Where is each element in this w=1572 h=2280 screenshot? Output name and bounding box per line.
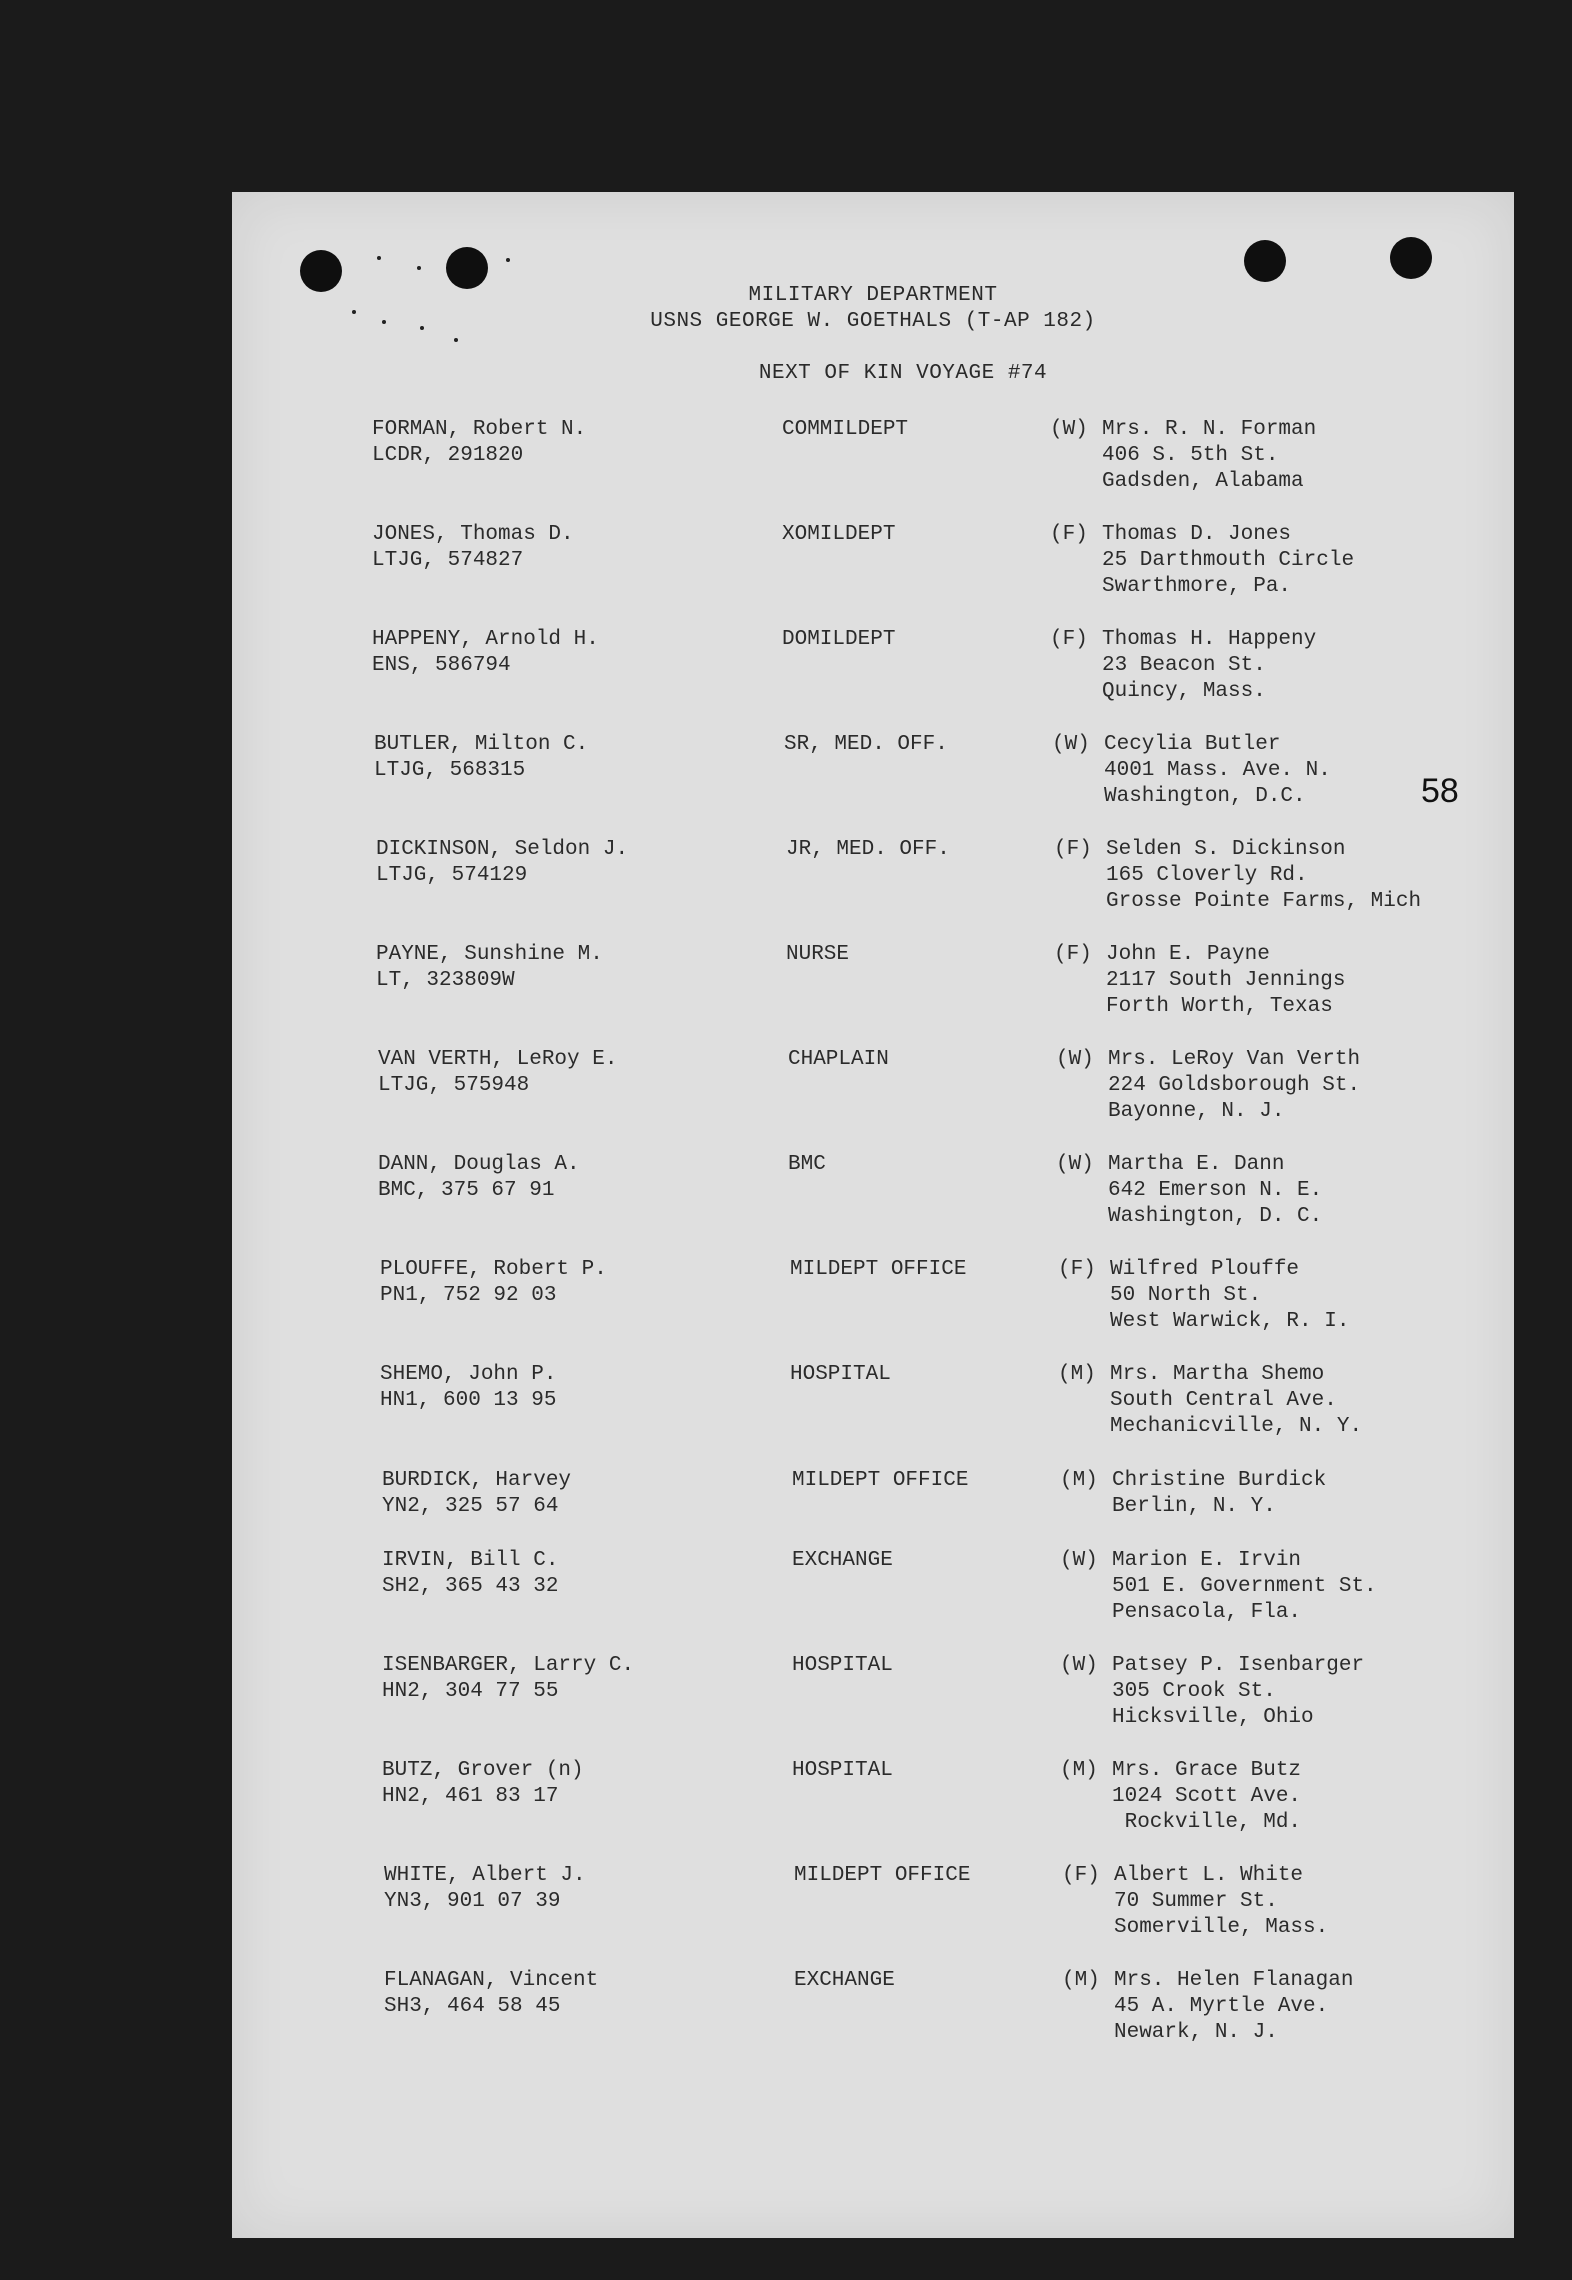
address-line-1: Wilfred Plouffe — [1110, 1258, 1300, 1281]
entry-rank: SH2, 365 43 32 — [382, 1575, 559, 1598]
list-item — [238, 1047, 1520, 1147]
address-line-3: Forth Worth, Texas — [1106, 995, 1333, 1018]
entry-name: DANN, Douglas A. — [378, 1153, 580, 1176]
address-line-2: 50 North St. — [1110, 1284, 1262, 1307]
punch-hole — [446, 247, 488, 289]
entry-relation: (F) — [1050, 523, 1088, 546]
entry-name: SHEMO, John P. — [380, 1363, 557, 1386]
entry-department: MILDEPT OFFICE — [790, 1258, 967, 1281]
entry-relation: (M) — [1060, 1759, 1098, 1782]
address-line-1: Selden S. Dickinson — [1106, 838, 1346, 861]
address-line-2: 4001 Mass. Ave. N. — [1104, 759, 1331, 782]
entry-name: PLOUFFE, Robert P. — [380, 1258, 607, 1281]
entry-rank: LTJG, 568315 — [374, 759, 526, 782]
entry-department: HOSPITAL — [792, 1654, 893, 1677]
address-line-3: Gadsden, Alabama — [1102, 470, 1304, 493]
entry-name: PAYNE, Sunshine M. — [376, 943, 603, 966]
entry-name: IRVIN, Bill C. — [382, 1549, 559, 1572]
address-line-3: Quincy, Mass. — [1102, 680, 1266, 703]
address-line-2: 70 Summer St. — [1114, 1890, 1278, 1913]
address-line-3: Pensacola, Fla. — [1112, 1601, 1302, 1624]
entry-department: MILDEPT OFFICE — [792, 1469, 969, 1492]
entry-relation: (W) — [1052, 733, 1090, 756]
address-line-1: Albert L. White — [1114, 1864, 1304, 1887]
entry-department: MILDEPT OFFICE — [794, 1864, 971, 1887]
entry-relation: (W) — [1060, 1654, 1098, 1677]
address-line-1: John E. Payne — [1106, 943, 1270, 966]
address-line-1: Mrs. Helen Flanagan — [1114, 1969, 1354, 1992]
entry-department: COMMILDEPT — [782, 418, 909, 441]
address-line-2: 25 Darthmouth Circle — [1102, 549, 1355, 572]
entry-department: CHAPLAIN — [788, 1048, 889, 1071]
entry-name: VAN VERTH, LeRoy E. — [378, 1048, 618, 1071]
entry-department: JR, MED. OFF. — [786, 838, 950, 861]
list-item — [238, 1152, 1520, 1252]
header-ship: USNS GEORGE W. GOETHALS (T-AP 182) — [650, 310, 1096, 333]
header-department: MILITARY DEPARTMENT — [748, 284, 998, 307]
entry-rank: PN1, 752 92 03 — [380, 1284, 557, 1307]
punch-hole — [1244, 240, 1286, 282]
list-item — [244, 1863, 1526, 1963]
entry-rank: HN1, 600 13 95 — [380, 1389, 557, 1412]
punch-hole — [1390, 237, 1432, 279]
entry-rank: LTJG, 574129 — [376, 864, 528, 887]
entry-name: JONES, Thomas D. — [372, 523, 574, 546]
entry-relation: (M) — [1062, 1969, 1100, 1992]
entry-name: HAPPENY, Arnold H. — [372, 628, 599, 651]
page-number: 58 — [1421, 772, 1459, 810]
list-item — [242, 1758, 1524, 1858]
entry-relation: (F) — [1054, 943, 1092, 966]
address-line-2: 45 A. Myrtle Ave. — [1114, 1995, 1329, 2018]
entry-name: BUTZ, Grover (n) — [382, 1759, 584, 1782]
entry-name: FLANAGAN, Vincent — [384, 1969, 599, 1992]
address-line-1: Martha E. Dann — [1108, 1153, 1285, 1176]
entry-name: FORMAN, Robert N. — [372, 418, 587, 441]
address-line-2: 23 Beacon St. — [1102, 654, 1266, 677]
entry-rank: ENS, 586794 — [372, 654, 511, 677]
entry-name: WHITE, Albert J. — [384, 1864, 586, 1887]
address-line-1: Thomas D. Jones — [1102, 523, 1292, 546]
entry-department: NURSE — [786, 943, 850, 966]
address-line-2: 501 E. Government St. — [1112, 1575, 1377, 1598]
entry-rank: LCDR, 291820 — [372, 444, 524, 467]
header-title: NEXT OF KIN VOYAGE #74 — [758, 362, 1048, 385]
document-page — [232, 192, 1514, 2238]
address-line-3: Newark, N. J. — [1114, 2021, 1278, 2044]
paper-speck — [377, 256, 381, 260]
list-item — [232, 522, 1514, 622]
paper-speck — [506, 258, 510, 262]
list-item — [240, 1362, 1522, 1462]
address-line-3: West Warwick, R. I. — [1110, 1310, 1350, 1333]
address-line-2: South Central Ave. — [1110, 1389, 1337, 1412]
address-line-1: Marion E. Irvin — [1112, 1549, 1302, 1572]
entry-name: BUTLER, Milton C. — [374, 733, 589, 756]
list-item — [236, 837, 1518, 937]
entry-department: SR, MED. OFF. — [784, 733, 948, 756]
list-item — [236, 942, 1518, 1042]
entry-department: DOMILDEPT — [782, 628, 896, 651]
entry-name: DICKINSON, Seldon J. — [376, 838, 629, 861]
address-line-1: Mrs. LeRoy Van Verth — [1108, 1048, 1361, 1071]
entry-department: EXCHANGE — [792, 1549, 893, 1572]
address-line-3: Washington, D.C. — [1104, 785, 1306, 808]
address-line-3: Rockville, Md. — [1112, 1811, 1302, 1834]
address-line-2: Berlin, N. Y. — [1112, 1495, 1276, 1518]
address-line-2: 2117 South Jennings — [1106, 969, 1346, 992]
list-item — [240, 1257, 1522, 1357]
address-line-2: 305 Crook St. — [1112, 1680, 1276, 1703]
list-item — [232, 417, 1514, 517]
entry-rank: LTJG, 574827 — [372, 549, 524, 572]
address-line-3: Grosse Pointe Farms, Mich — [1106, 890, 1422, 913]
entry-relation: (W) — [1056, 1048, 1094, 1071]
entry-rank: YN2, 325 57 64 — [382, 1495, 559, 1518]
entry-relation: (W) — [1056, 1153, 1094, 1176]
list-item — [232, 627, 1514, 727]
entry-department: XOMILDEPT — [782, 523, 896, 546]
entry-department: HOSPITAL — [790, 1363, 891, 1386]
address-line-3: Hicksville, Ohio — [1112, 1706, 1314, 1729]
entry-rank: LT, 323809W — [376, 969, 515, 992]
address-line-2: 642 Emerson N. E. — [1108, 1179, 1323, 1202]
entry-relation: (M) — [1058, 1363, 1096, 1386]
entry-department: HOSPITAL — [792, 1759, 893, 1782]
entry-name: BURDICK, Harvey — [382, 1469, 572, 1492]
paper-speck — [454, 338, 458, 342]
list-item — [242, 1653, 1524, 1753]
address-line-3: Mechanicville, N. Y. — [1110, 1415, 1363, 1438]
entry-rank: HN2, 304 77 55 — [382, 1680, 559, 1703]
address-line-2: 1024 Scott Ave. — [1112, 1785, 1302, 1808]
address-line-1: Cecylia Butler — [1104, 733, 1281, 756]
address-line-3: Bayonne, N. J. — [1108, 1100, 1285, 1123]
entry-department: EXCHANGE — [794, 1969, 895, 1992]
address-line-1: Christine Burdick — [1112, 1469, 1327, 1492]
list-item — [242, 1548, 1524, 1648]
address-line-2: 406 S. 5th St. — [1102, 444, 1279, 467]
address-line-2: 224 Goldsborough St. — [1108, 1074, 1361, 1097]
address-line-3: Swarthmore, Pa. — [1102, 575, 1292, 598]
entry-rank: LTJG, 575948 — [378, 1074, 530, 1097]
address-line-1: Mrs. R. N. Forman — [1102, 418, 1317, 441]
entry-relation: (M) — [1060, 1469, 1098, 1492]
entry-rank: SH3, 464 58 45 — [384, 1995, 561, 2018]
list-item — [234, 732, 1516, 832]
address-line-3: Washington, D. C. — [1108, 1205, 1323, 1228]
entry-relation: (F) — [1058, 1258, 1096, 1281]
entry-relation: (W) — [1050, 418, 1088, 441]
address-line-1: Mrs. Martha Shemo — [1110, 1363, 1325, 1386]
entry-rank: HN2, 461 83 17 — [382, 1785, 559, 1808]
entry-relation: (F) — [1062, 1864, 1100, 1887]
entry-relation: (W) — [1060, 1549, 1098, 1572]
entry-relation: (F) — [1050, 628, 1088, 651]
entry-rank: BMC, 375 67 91 — [378, 1179, 555, 1202]
entry-relation: (F) — [1054, 838, 1092, 861]
entry-department: BMC — [788, 1153, 826, 1176]
address-line-3: Somerville, Mass. — [1114, 1916, 1329, 1939]
address-line-2: 165 Cloverly Rd. — [1106, 864, 1308, 887]
address-line-1: Patsey P. Isenbarger — [1112, 1654, 1365, 1677]
paper-speck — [417, 266, 421, 270]
address-line-1: Mrs. Grace Butz — [1112, 1759, 1302, 1782]
list-item — [244, 1968, 1526, 2068]
entry-rank: YN3, 901 07 39 — [384, 1890, 561, 1913]
address-line-1: Thomas H. Happeny — [1102, 628, 1317, 651]
entry-name: ISENBARGER, Larry C. — [382, 1654, 635, 1677]
